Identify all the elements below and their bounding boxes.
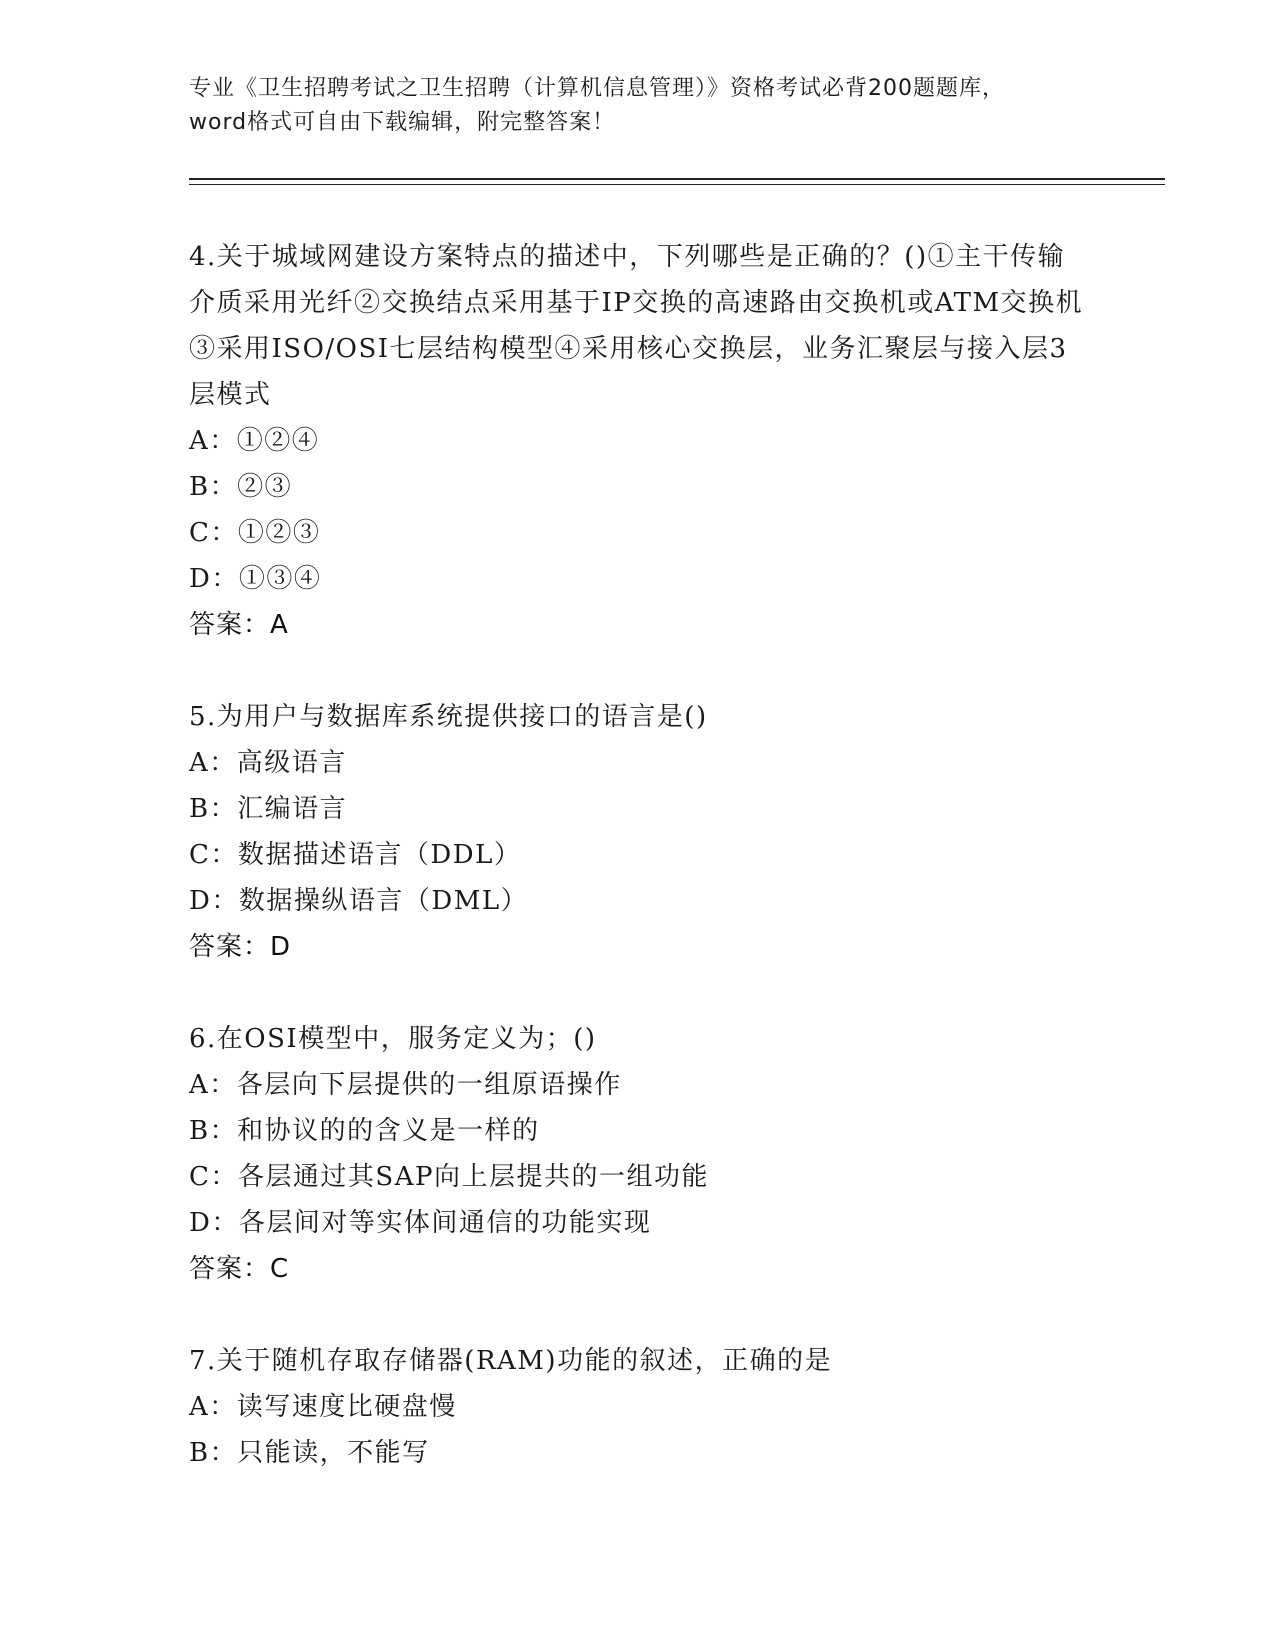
question-text: 4.关于城域网建设方案特点的描述中，下列哪些是正确的？()①主干传输介质采用光纤②交换结点采用基于IP交换的高速路由交换机或ATM交换机③采用ISO/OSI七层结构模型④采用核心交换层，业务汇聚层与接入层3层模式 <box>189 242 1084 410</box>
option-b: B：和协议的的含义是一样的 <box>189 1116 540 1146</box>
question-text: 7.关于随机存取存储器(RAM)功能的叙述，正确的是 <box>189 1346 833 1376</box>
question-item <box>189 1016 1089 1292</box>
answer-label: 答案：D <box>189 932 292 962</box>
question-item <box>189 1338 1089 1476</box>
option-a: A：①②④ <box>189 426 320 456</box>
header-divider-thin <box>189 184 1165 185</box>
question-list <box>189 234 1089 1522</box>
option-a: A：高级语言 <box>189 748 347 778</box>
option-b: B：②③ <box>189 472 293 502</box>
option-a: A：读写速度比硬盘慢 <box>189 1392 457 1422</box>
header-title-line-1: 专业《卫生招聘考试之卫生招聘（计算机信息管理）》资格考试必背200题题库， <box>189 76 1005 101</box>
option-c: C：①②③ <box>189 518 321 548</box>
header-title-line-2: word格式可自由下载编辑，附完整答案！ <box>189 110 616 135</box>
answer-label: 答案：A <box>189 610 289 640</box>
option-b: B：汇编语言 <box>189 794 348 824</box>
document-header <box>189 72 1089 140</box>
option-a: A：各层向下层提供的一组原语操作 <box>189 1070 622 1100</box>
question-text: 6.在OSI模型中，服务定义为；() <box>189 1024 597 1054</box>
option-c: C：数据描述语言（DDL） <box>189 840 522 870</box>
question-item <box>189 234 1089 648</box>
option-c: C：各层通过其SAP向上层提共的一组功能 <box>189 1162 709 1192</box>
question-text: 5.为用户与数据库系统提供接口的语言是() <box>189 702 708 732</box>
question-item <box>189 694 1089 970</box>
option-d: D：各层间对等实体间通信的功能实现 <box>189 1208 652 1238</box>
option-d: D：①③④ <box>189 564 322 594</box>
header-divider-thick <box>189 178 1165 180</box>
answer-label: 答案：C <box>189 1254 290 1284</box>
option-b: B：只能读，不能写 <box>189 1438 430 1468</box>
option-d: D：数据操纵语言（DML） <box>189 886 529 916</box>
